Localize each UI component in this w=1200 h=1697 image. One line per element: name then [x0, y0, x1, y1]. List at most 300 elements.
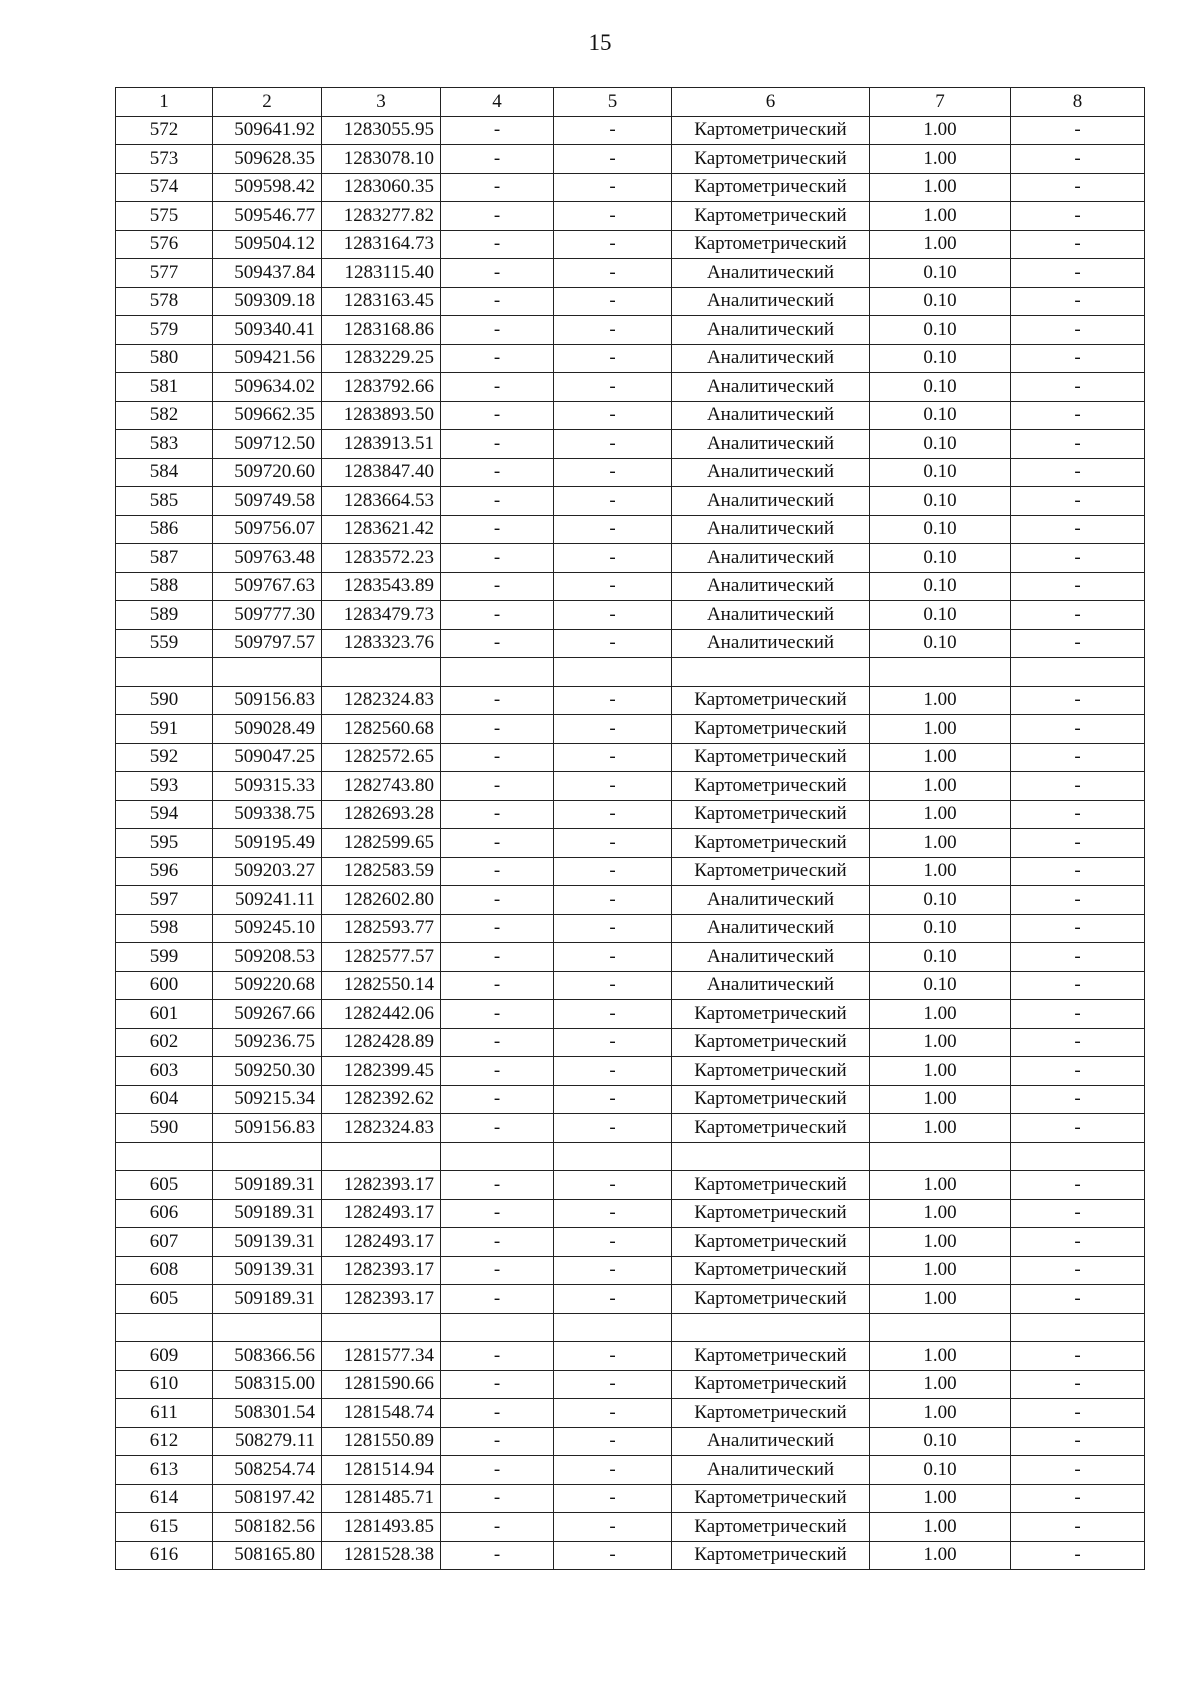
table-row [116, 914, 1145, 943]
col8-cell: - [1011, 1399, 1145, 1428]
col4-cell: - [441, 1028, 554, 1057]
accuracy-cell: 0.10 [870, 1427, 1011, 1456]
x-coordinate-cell: 509763.48 [213, 544, 322, 573]
x-coordinate-cell: 509421.56 [213, 344, 322, 373]
table-row [116, 202, 1145, 231]
x-coordinate-cell: 508182.56 [213, 1513, 322, 1542]
accuracy-cell: 0.10 [870, 373, 1011, 402]
col4-cell: - [441, 1199, 554, 1228]
accuracy-cell: 0.10 [870, 287, 1011, 316]
col4-cell: - [441, 800, 554, 829]
col8-cell: - [1011, 572, 1145, 601]
method-cell: Аналитический [672, 316, 870, 345]
y-coordinate-cell: 1282393.17 [322, 1171, 441, 1200]
col5-cell: - [554, 800, 672, 829]
col4-cell: - [441, 1285, 554, 1314]
col8-cell: - [1011, 857, 1145, 886]
y-coordinate-cell: 1283913.51 [322, 430, 441, 459]
point-number-cell: 582 [116, 401, 213, 430]
table-row [116, 344, 1145, 373]
method-cell: Аналитический [672, 914, 870, 943]
point-number-cell: 588 [116, 572, 213, 601]
point-number-cell: 595 [116, 829, 213, 858]
col8-cell: - [1011, 458, 1145, 487]
y-coordinate-cell [322, 658, 441, 687]
column-header-5: 5 [554, 88, 672, 117]
point-number-cell: 580 [116, 344, 213, 373]
col8-cell: - [1011, 1513, 1145, 1542]
col8-cell: - [1011, 487, 1145, 516]
col4-cell [441, 1142, 554, 1171]
y-coordinate-cell: 1282693.28 [322, 800, 441, 829]
col8-cell: - [1011, 1171, 1145, 1200]
method-cell: Картометрический [672, 1000, 870, 1029]
col8-cell: - [1011, 173, 1145, 202]
col8-cell: - [1011, 686, 1145, 715]
table-row [116, 1370, 1145, 1399]
col5-cell: - [554, 1228, 672, 1257]
table-row [116, 1085, 1145, 1114]
table-body [116, 116, 1145, 1570]
col4-cell: - [441, 430, 554, 459]
table-row [116, 1057, 1145, 1086]
col5-cell: - [554, 629, 672, 658]
table-row [116, 1142, 1145, 1171]
method-cell: Аналитический [672, 401, 870, 430]
x-coordinate-cell: 509195.49 [213, 829, 322, 858]
y-coordinate-cell: 1282493.17 [322, 1228, 441, 1257]
accuracy-cell: 0.10 [870, 316, 1011, 345]
point-number-cell: 594 [116, 800, 213, 829]
col4-cell: - [441, 401, 554, 430]
accuracy-cell: 1.00 [870, 1228, 1011, 1257]
col8-cell: - [1011, 515, 1145, 544]
y-coordinate-cell: 1281590.66 [322, 1370, 441, 1399]
col5-cell: - [554, 601, 672, 630]
x-coordinate-cell: 508197.42 [213, 1484, 322, 1513]
accuracy-cell: 0.10 [870, 515, 1011, 544]
accuracy-cell: 1.00 [870, 1000, 1011, 1029]
y-coordinate-cell: 1282550.14 [322, 971, 441, 1000]
col4-cell: - [441, 230, 554, 259]
method-cell: Аналитический [672, 544, 870, 573]
method-cell: Картометрический [672, 715, 870, 744]
x-coordinate-cell: 509028.49 [213, 715, 322, 744]
col4-cell: - [441, 629, 554, 658]
accuracy-cell: 1.00 [870, 1541, 1011, 1570]
table-row [116, 601, 1145, 630]
method-cell: Картометрический [672, 1399, 870, 1428]
x-coordinate-cell: 509338.75 [213, 800, 322, 829]
table-row [116, 458, 1145, 487]
point-number-cell: 608 [116, 1256, 213, 1285]
col5-cell: - [554, 544, 672, 573]
table-row [116, 1028, 1145, 1057]
x-coordinate-cell: 509047.25 [213, 743, 322, 772]
x-coordinate-cell: 509641.92 [213, 116, 322, 145]
col5-cell: - [554, 487, 672, 516]
y-coordinate-cell: 1281577.34 [322, 1342, 441, 1371]
x-coordinate-cell: 509777.30 [213, 601, 322, 630]
method-cell: Картометрический [672, 1484, 870, 1513]
accuracy-cell: 1.00 [870, 1513, 1011, 1542]
col8-cell: - [1011, 430, 1145, 459]
col5-cell: - [554, 458, 672, 487]
col4-cell: - [441, 829, 554, 858]
col5-cell: - [554, 1370, 672, 1399]
x-coordinate-cell: 509315.33 [213, 772, 322, 801]
col8-cell: - [1011, 259, 1145, 288]
col8-cell: - [1011, 373, 1145, 402]
col4-cell: - [441, 572, 554, 601]
method-cell [672, 1142, 870, 1171]
x-coordinate-cell: 509267.66 [213, 1000, 322, 1029]
col8-cell: - [1011, 1228, 1145, 1257]
col5-cell: - [554, 1541, 672, 1570]
table-row [116, 1256, 1145, 1285]
y-coordinate-cell: 1282577.57 [322, 943, 441, 972]
col8-cell: - [1011, 1256, 1145, 1285]
x-coordinate-cell [213, 658, 322, 687]
col4-cell: - [441, 487, 554, 516]
table-row [116, 971, 1145, 1000]
method-cell: Картометрический [672, 1285, 870, 1314]
point-number-cell: 605 [116, 1285, 213, 1314]
point-number-cell: 578 [116, 287, 213, 316]
col8-cell [1011, 658, 1145, 687]
point-number-cell [116, 1142, 213, 1171]
accuracy-cell: 0.10 [870, 971, 1011, 1000]
point-number-cell: 596 [116, 857, 213, 886]
method-cell: Картометрический [672, 1199, 870, 1228]
accuracy-cell: 1.00 [870, 1370, 1011, 1399]
point-number-cell: 606 [116, 1199, 213, 1228]
x-coordinate-cell: 509139.31 [213, 1256, 322, 1285]
col8-cell: - [1011, 971, 1145, 1000]
y-coordinate-cell: 1283572.23 [322, 544, 441, 573]
y-coordinate-cell: 1282399.45 [322, 1057, 441, 1086]
x-coordinate-cell: 509139.31 [213, 1228, 322, 1257]
col8-cell: - [1011, 715, 1145, 744]
y-coordinate-cell: 1282493.17 [322, 1199, 441, 1228]
col5-cell: - [554, 344, 672, 373]
y-coordinate-cell: 1283893.50 [322, 401, 441, 430]
accuracy-cell: 1.00 [870, 116, 1011, 145]
x-coordinate-cell: 509767.63 [213, 572, 322, 601]
y-coordinate-cell: 1283543.89 [322, 572, 441, 601]
col8-cell: - [1011, 230, 1145, 259]
y-coordinate-cell: 1283277.82 [322, 202, 441, 231]
table-row [116, 572, 1145, 601]
y-coordinate-cell: 1283792.66 [322, 373, 441, 402]
x-coordinate-cell: 508315.00 [213, 1370, 322, 1399]
accuracy-cell: 1.00 [870, 173, 1011, 202]
y-coordinate-cell: 1281548.74 [322, 1399, 441, 1428]
x-coordinate-cell: 509156.83 [213, 1114, 322, 1143]
col8-cell: - [1011, 1057, 1145, 1086]
col4-cell: - [441, 1256, 554, 1285]
col5-cell: - [554, 1114, 672, 1143]
col8-cell [1011, 1313, 1145, 1342]
y-coordinate-cell: 1283060.35 [322, 173, 441, 202]
x-coordinate-cell: 509504.12 [213, 230, 322, 259]
col5-cell: - [554, 829, 672, 858]
col5-cell: - [554, 173, 672, 202]
table-row [116, 259, 1145, 288]
table-row [116, 116, 1145, 145]
table-row [116, 1000, 1145, 1029]
method-cell: Картометрический [672, 1057, 870, 1086]
table-row [116, 487, 1145, 516]
col5-cell: - [554, 316, 672, 345]
col4-cell: - [441, 971, 554, 1000]
accuracy-cell: 1.00 [870, 715, 1011, 744]
y-coordinate-cell: 1282324.83 [322, 1114, 441, 1143]
column-header-8: 8 [1011, 88, 1145, 117]
y-coordinate-cell: 1282560.68 [322, 715, 441, 744]
col8-cell: - [1011, 145, 1145, 174]
method-cell: Аналитический [672, 886, 870, 915]
col4-cell: - [441, 259, 554, 288]
y-coordinate-cell: 1281550.89 [322, 1427, 441, 1456]
col8-cell: - [1011, 1285, 1145, 1314]
x-coordinate-cell: 509220.68 [213, 971, 322, 1000]
point-number-cell: 575 [116, 202, 213, 231]
method-cell: Картометрический [672, 1114, 870, 1143]
col8-cell: - [1011, 800, 1145, 829]
col4-cell: - [441, 287, 554, 316]
method-cell [672, 658, 870, 687]
y-coordinate-cell: 1283055.95 [322, 116, 441, 145]
x-coordinate-cell: 509189.31 [213, 1285, 322, 1314]
table-row [116, 230, 1145, 259]
y-coordinate-cell: 1282392.62 [322, 1085, 441, 1114]
col8-cell: - [1011, 943, 1145, 972]
method-cell: Аналитический [672, 373, 870, 402]
x-coordinate-cell: 509236.75 [213, 1028, 322, 1057]
col4-cell: - [441, 1085, 554, 1114]
col4-cell: - [441, 601, 554, 630]
y-coordinate-cell: 1283115.40 [322, 259, 441, 288]
x-coordinate-cell [213, 1313, 322, 1342]
method-cell: Аналитический [672, 458, 870, 487]
y-coordinate-cell: 1283229.25 [322, 344, 441, 373]
method-cell: Картометрический [672, 1256, 870, 1285]
col4-cell: - [441, 145, 554, 174]
table-header-row [116, 88, 1145, 117]
col4-cell: - [441, 1484, 554, 1513]
method-cell: Картометрический [672, 1513, 870, 1542]
method-cell [672, 1313, 870, 1342]
table-row [116, 1427, 1145, 1456]
y-coordinate-cell: 1282602.80 [322, 886, 441, 915]
table-row [116, 1484, 1145, 1513]
col4-cell: - [441, 544, 554, 573]
table-row [116, 715, 1145, 744]
accuracy-cell: 1.00 [870, 202, 1011, 231]
x-coordinate-cell: 508366.56 [213, 1342, 322, 1371]
col5-cell: - [554, 116, 672, 145]
point-number-cell: 590 [116, 686, 213, 715]
point-number-cell: 590 [116, 1114, 213, 1143]
point-number-cell: 573 [116, 145, 213, 174]
col5-cell: - [554, 515, 672, 544]
column-header-3: 3 [322, 88, 441, 117]
table-row [116, 743, 1145, 772]
table-row [116, 1114, 1145, 1143]
col8-cell: - [1011, 1342, 1145, 1371]
x-coordinate-cell: 509720.60 [213, 458, 322, 487]
column-header-2: 2 [213, 88, 322, 117]
point-number-cell: 597 [116, 886, 213, 915]
accuracy-cell: 1.00 [870, 230, 1011, 259]
accuracy-cell: 1.00 [870, 686, 1011, 715]
method-cell: Картометрический [672, 145, 870, 174]
col8-cell: - [1011, 1028, 1145, 1057]
table-row [116, 772, 1145, 801]
accuracy-cell: 0.10 [870, 1456, 1011, 1485]
col5-cell: - [554, 259, 672, 288]
col8-cell: - [1011, 1085, 1145, 1114]
method-cell: Картометрический [672, 1342, 870, 1371]
x-coordinate-cell: 509245.10 [213, 914, 322, 943]
accuracy-cell: 1.00 [870, 772, 1011, 801]
method-cell: Аналитический [672, 601, 870, 630]
x-coordinate-cell: 508279.11 [213, 1427, 322, 1456]
table-row [116, 316, 1145, 345]
x-coordinate-cell: 509756.07 [213, 515, 322, 544]
y-coordinate-cell: 1281493.85 [322, 1513, 441, 1542]
accuracy-cell: 0.10 [870, 430, 1011, 459]
method-cell: Аналитический [672, 430, 870, 459]
col5-cell [554, 1142, 672, 1171]
point-number-cell: 612 [116, 1427, 213, 1456]
accuracy-cell: 0.10 [870, 259, 1011, 288]
col8-cell: - [1011, 772, 1145, 801]
point-number-cell: 603 [116, 1057, 213, 1086]
y-coordinate-cell: 1282583.59 [322, 857, 441, 886]
col5-cell: - [554, 230, 672, 259]
y-coordinate-cell: 1282393.17 [322, 1256, 441, 1285]
method-cell: Картометрический [672, 1228, 870, 1257]
col4-cell: - [441, 458, 554, 487]
col8-cell: - [1011, 829, 1145, 858]
page-number: 15 [588, 30, 612, 55]
col8-cell: - [1011, 344, 1145, 373]
accuracy-cell: 0.10 [870, 458, 1011, 487]
point-number-cell: 581 [116, 373, 213, 402]
col8-cell: - [1011, 743, 1145, 772]
col4-cell: - [441, 1171, 554, 1200]
y-coordinate-cell: 1283168.86 [322, 316, 441, 345]
point-number-cell: 579 [116, 316, 213, 345]
col5-cell: - [554, 743, 672, 772]
method-cell: Картометрический [672, 1171, 870, 1200]
column-header-4: 4 [441, 88, 554, 117]
method-cell: Картометрический [672, 829, 870, 858]
table-row [116, 857, 1145, 886]
col5-cell: - [554, 1456, 672, 1485]
x-coordinate-cell: 509241.11 [213, 886, 322, 915]
x-coordinate-cell: 509598.42 [213, 173, 322, 202]
table-row [116, 287, 1145, 316]
accuracy-cell: 0.10 [870, 487, 1011, 516]
point-number-cell: 609 [116, 1342, 213, 1371]
x-coordinate-cell: 509749.58 [213, 487, 322, 516]
column-header-6: 6 [672, 88, 870, 117]
point-number-cell: 613 [116, 1456, 213, 1485]
col5-cell: - [554, 1513, 672, 1542]
table-row [116, 800, 1145, 829]
point-number-cell: 583 [116, 430, 213, 459]
table-row [116, 1171, 1145, 1200]
accuracy-cell: 0.10 [870, 601, 1011, 630]
col4-cell: - [441, 1114, 554, 1143]
col8-cell: - [1011, 914, 1145, 943]
accuracy-cell: 1.00 [870, 1342, 1011, 1371]
accuracy-cell: 0.10 [870, 401, 1011, 430]
method-cell: Картометрический [672, 857, 870, 886]
point-number-cell: 607 [116, 1228, 213, 1257]
method-cell: Картометрический [672, 173, 870, 202]
x-coordinate-cell [213, 1142, 322, 1171]
y-coordinate-cell: 1282599.65 [322, 829, 441, 858]
x-coordinate-cell: 508165.80 [213, 1541, 322, 1570]
table-row [116, 829, 1145, 858]
point-number-cell: 591 [116, 715, 213, 744]
accuracy-cell: 1.00 [870, 1399, 1011, 1428]
col5-cell: - [554, 1085, 672, 1114]
col5-cell [554, 1313, 672, 1342]
y-coordinate-cell: 1283479.73 [322, 601, 441, 630]
col5-cell [554, 658, 672, 687]
col4-cell: - [441, 116, 554, 145]
accuracy-cell: 1.00 [870, 1256, 1011, 1285]
method-cell: Картометрический [672, 800, 870, 829]
point-number-cell: 599 [116, 943, 213, 972]
col4-cell: - [441, 772, 554, 801]
point-number-cell [116, 1313, 213, 1342]
col8-cell: - [1011, 1541, 1145, 1570]
col5-cell: - [554, 772, 672, 801]
table-row [116, 430, 1145, 459]
col5-cell: - [554, 572, 672, 601]
col4-cell: - [441, 1057, 554, 1086]
column-header-1: 1 [116, 88, 213, 117]
col5-cell: - [554, 1399, 672, 1428]
col4-cell: - [441, 743, 554, 772]
x-coordinate-cell: 509797.57 [213, 629, 322, 658]
col5-cell: - [554, 715, 672, 744]
col5-cell: - [554, 1427, 672, 1456]
col4-cell: - [441, 1427, 554, 1456]
method-cell: Картометрический [672, 772, 870, 801]
point-number-cell: 616 [116, 1541, 213, 1570]
col5-cell: - [554, 373, 672, 402]
accuracy-cell: 1.00 [870, 1057, 1011, 1086]
point-number-cell: 585 [116, 487, 213, 516]
table-row [116, 629, 1145, 658]
col5-cell: - [554, 1285, 672, 1314]
x-coordinate-cell: 509546.77 [213, 202, 322, 231]
x-coordinate-cell: 509215.34 [213, 1085, 322, 1114]
y-coordinate-cell: 1281485.71 [322, 1484, 441, 1513]
point-number-cell: 576 [116, 230, 213, 259]
y-coordinate-cell: 1282743.80 [322, 772, 441, 801]
col8-cell: - [1011, 1370, 1145, 1399]
col8-cell: - [1011, 316, 1145, 345]
accuracy-cell: 1.00 [870, 857, 1011, 886]
